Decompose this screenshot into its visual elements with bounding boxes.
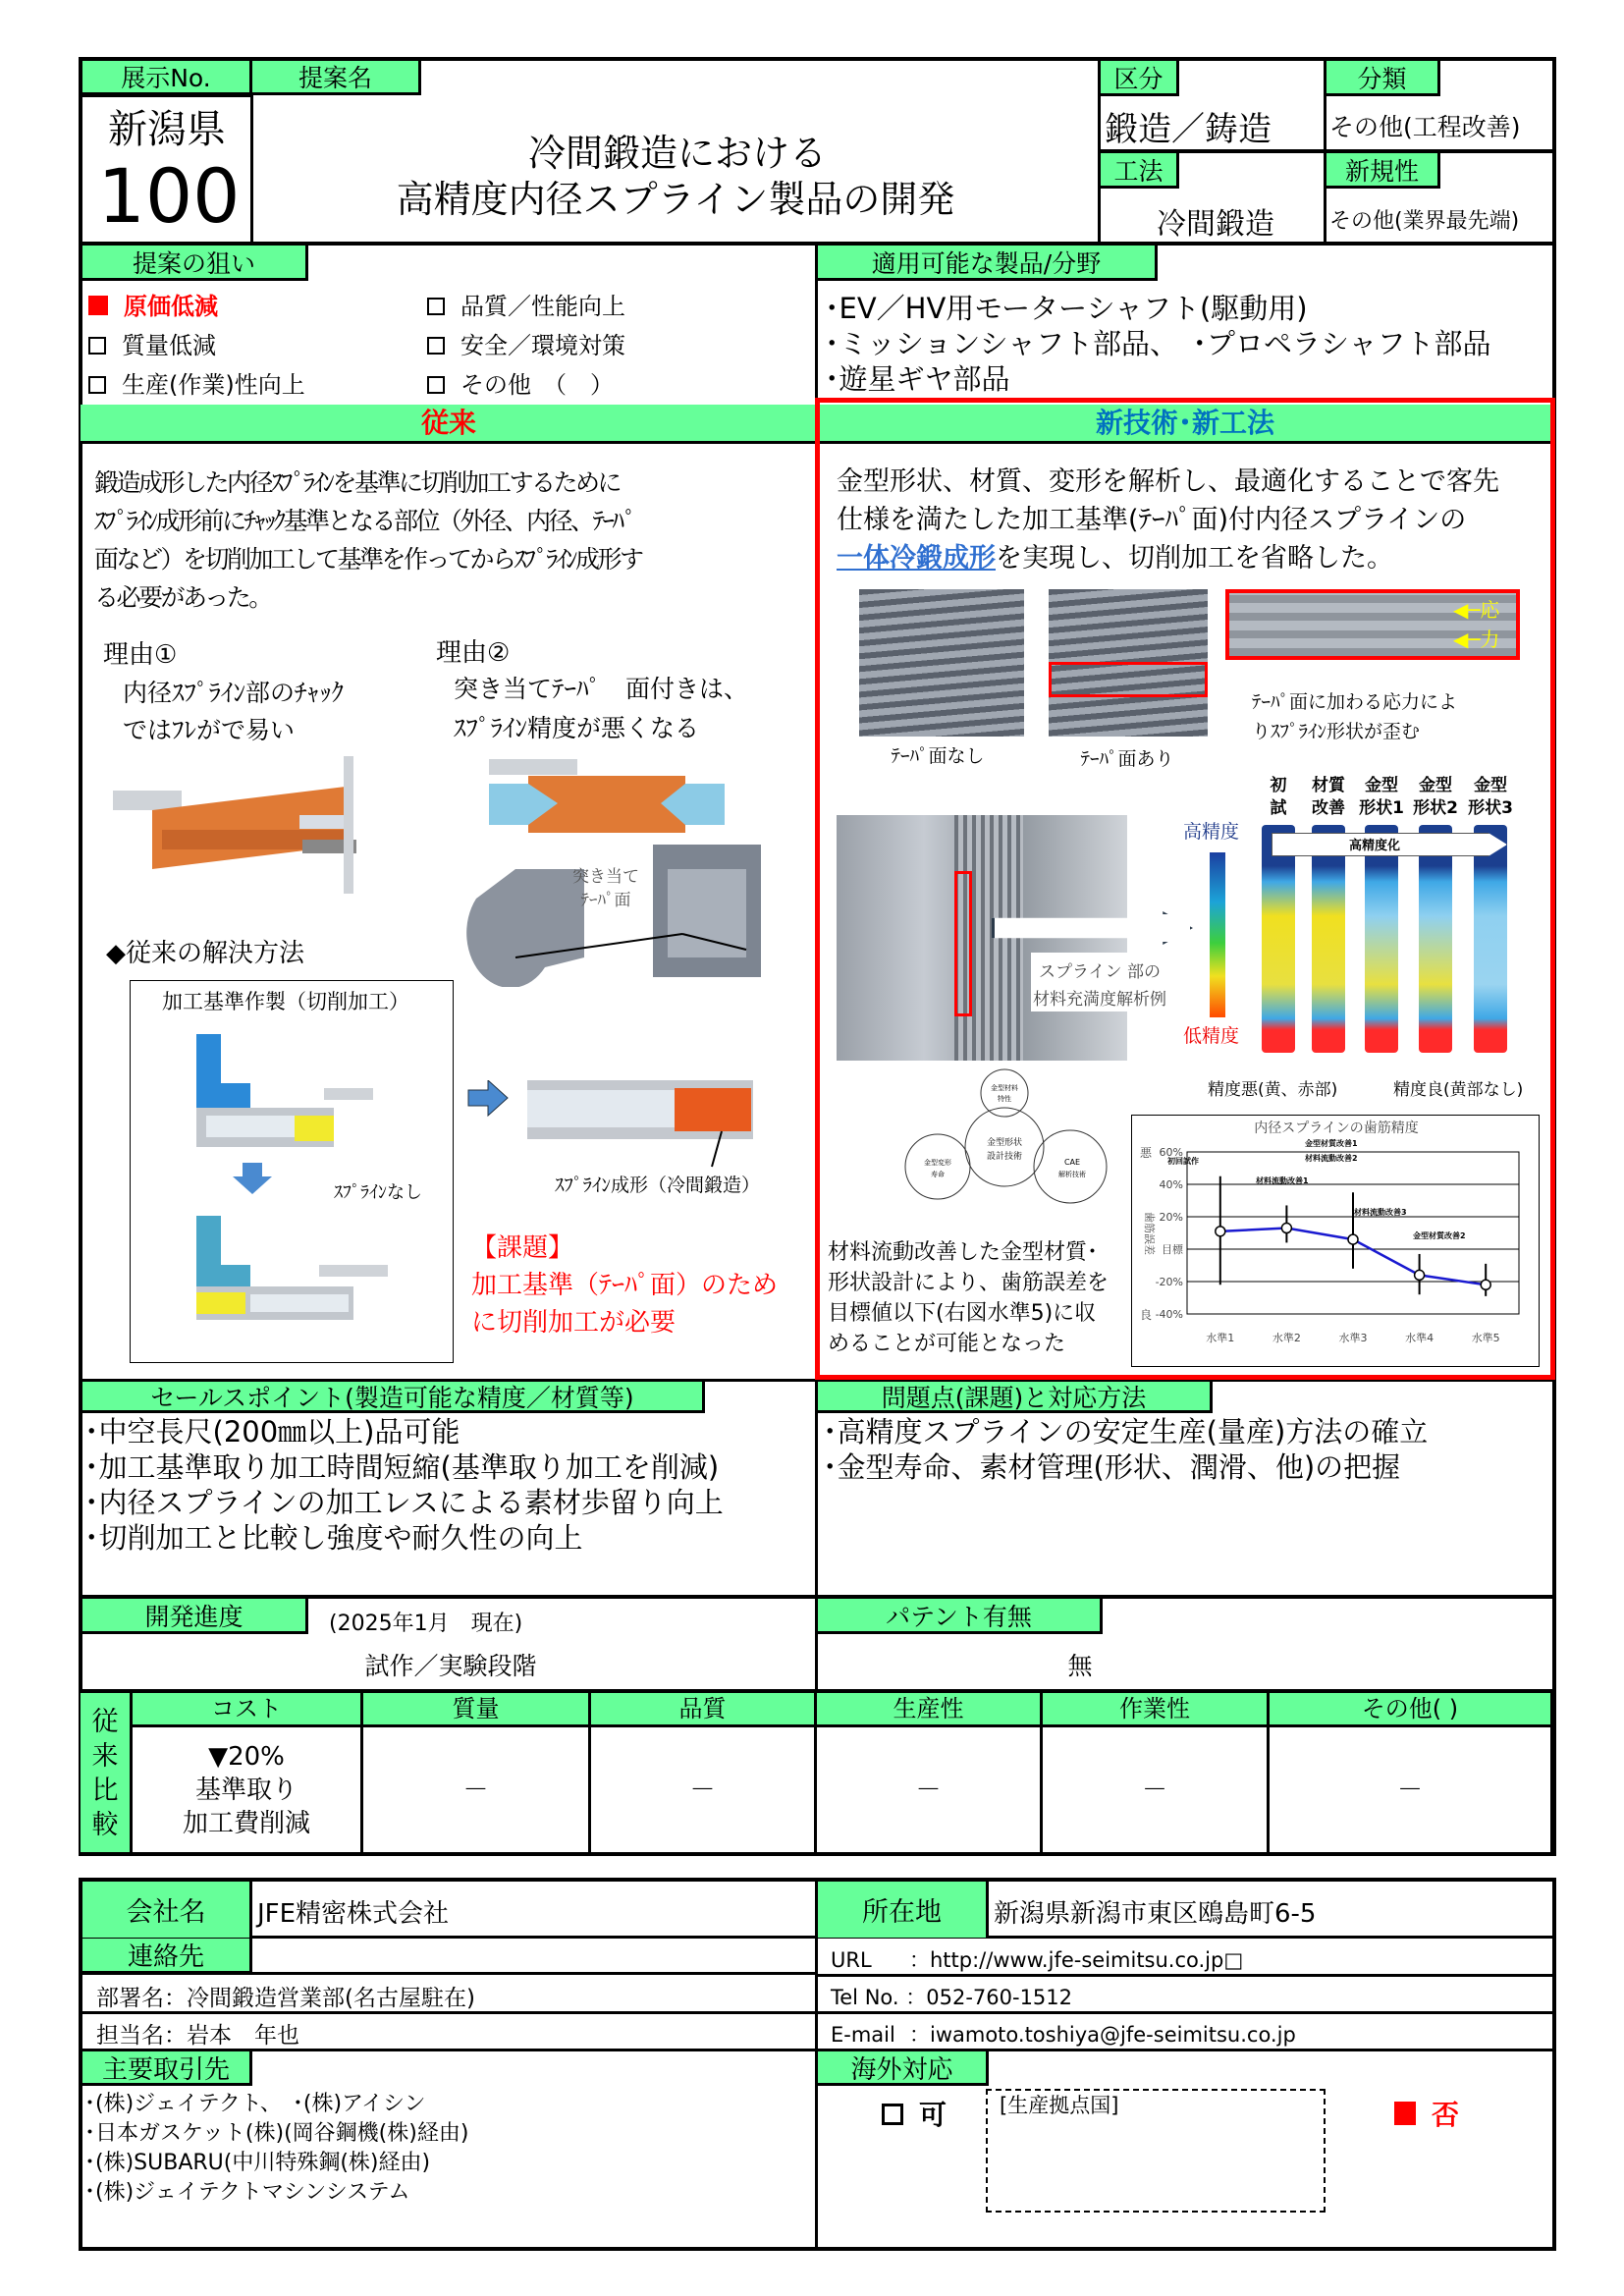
progress-date: (2025年1月 現在) [329,1612,523,1636]
applicable-label: 適用可能な製品/分野 [818,246,1158,281]
no-taper-caption: ﾃｰﾊﾟ面なし [891,745,985,767]
spline-forming-label: ｽﾌﾟﾗｲﾝ成形（冷間鍛造） [555,1175,761,1196]
comparison-cell [1043,1727,1270,1852]
company-name-label: 会社名 [82,1882,252,1938]
description-line: 鍛造成形した内径ｽﾌﾟﾗｲﾝを基準に切削加工するために [94,468,621,497]
machining-steps-illustration [191,1029,427,1324]
high-precision-label: 高精度 [1183,821,1240,843]
x-tick-label: 水準5 [1471,1332,1500,1344]
simulation-column-label: 金型 [1474,776,1507,795]
description-line: ｽﾌﾟﾗｲﾝ成形前にﾁｬｯｸ基準となる部位（外径、内径、ﾃｰﾊﾟ [94,507,635,535]
comparison-cell [133,1727,363,1852]
clients-label: 主要取引先 [82,2051,252,2086]
aim-item-productivity[interactable] [88,365,305,400]
comparison-column-header: 作業性 [1043,1693,1270,1727]
department: 部署名：冷間鍛造営業部(名古屋駐在) [96,1986,475,2011]
sales-points-list [84,1414,724,1556]
bad-precision-label: 精度悪(黄、赤部) [1208,1080,1338,1100]
checkbox[interactable] [427,376,445,394]
venn-label: 金型形状 [986,1138,1023,1148]
aim-item-weight[interactable] [88,326,216,360]
venn-label: 寿命 [931,1171,945,1178]
x-tick-label: 水準1 [1206,1332,1235,1344]
conventional-description [94,464,803,617]
data-point [1415,1270,1425,1280]
y-tick-label: 60% [1159,1146,1183,1159]
x-tick-label: 水準2 [1272,1332,1301,1344]
stress-label: 応 [1480,598,1500,622]
good-precision-label: 精度良(黄部なし) [1393,1080,1524,1100]
exhibit-number: 100 [97,152,241,240]
comparison-column-header: 品質 [591,1693,817,1727]
aim-label: 品質／性能向上 [460,293,625,320]
progress-label: 開発進度 [82,1599,308,1634]
conventional-header: 従来 [81,405,817,444]
novelty-value: その他(業界最先端) [1329,209,1520,234]
applicable-item: ･ミッションシャフト部品、 ･プロペラシャフト部品 [825,327,1491,360]
new-tech-header: 新技術･新工法 [817,405,1553,444]
simulation-column-label: 金型 [1365,776,1398,795]
comparison-column-header: 生産性 [817,1693,1043,1727]
new-tech-text: を実現し、切削加工を省略した。 [996,543,1393,574]
simulation-bar [1262,825,1295,1053]
novelty-label: 新規性 [1326,153,1440,189]
chart-annotation: 金型材質改善1 [1305,1139,1358,1148]
spline-accuracy-chart [1131,1115,1540,1367]
comparison-value: 基準取り [194,1775,298,1805]
exhibit-no-label: 展示No. [82,61,252,95]
stress-note: りｽﾌﾟﾗｲﾝ形状が歪む [1252,721,1421,742]
result-line: 形状設計により、歯筋誤差を [828,1271,1110,1295]
simulation-bar [1312,825,1345,1053]
contact-label: 連絡先 [82,1939,252,1974]
data-point [1281,1224,1291,1233]
y-tick-label: -20% [1155,1276,1183,1288]
issue-text: 加工基準（ﾃｰﾊﾟ面）のため [471,1271,779,1300]
y-axis-label: 歯筋誤差 [1143,1212,1156,1255]
reason2-text: ｽﾌﾟﾗｲﾝ精度が悪くなる [454,714,700,742]
contact-person: 担当名：岩本 年也 [96,2023,299,2049]
checkbox[interactable] [427,337,445,355]
applicable-item: ･遊星ギヤ部品 [825,362,1010,396]
checkbox[interactable] [427,298,445,315]
sales-point: ･中空長尺(200㎜以上)品可能 [84,1415,460,1449]
url-row [831,1944,1243,1974]
y-tick-label: 20% [1159,1211,1183,1224]
sales-point: ･切削加工と比較し強度や耐久性の向上 [84,1521,583,1555]
url-link[interactable]: ：http://www.jfe-seimitsu.co.jp□ [909,1948,1244,1972]
chart-annotation: 初回試作 [1167,1157,1199,1166]
stress-arrow-label: ◀─力 [1453,628,1500,651]
problem-item: ･高精度スプラインの安定生産(量産)方法の確立 [823,1415,1429,1449]
comparison-column-header: 質量 [363,1693,591,1727]
new-tech-text: 金型形状、材質、変形を解析し、最適化することで客先 [837,466,1499,497]
company-name: JFE精密株式会社 [257,1899,450,1929]
y-tick-label: 40% [1159,1178,1183,1191]
aim-item-quality[interactable] [427,287,625,321]
classification-label: 分類 [1326,61,1440,96]
division-value: 鍛造／鋳造 [1105,110,1272,149]
sales-point: ･加工基準取り加工時間短縮(基準取り加工を削減) [84,1450,720,1484]
method-label: 工法 [1101,153,1179,189]
problems-list [823,1414,1428,1485]
simulation-column-label: 初 [1270,776,1287,795]
venn-label: 金型材料 [991,1084,1018,1092]
client-item: ･(株)SUBARU(中川特殊鋼(株)経由) [84,2151,431,2175]
box-title: 加工基準作製（切削加工） [162,990,409,1013]
y-tick-label: -40% [1155,1308,1183,1321]
sales-point: ･内径スプラインの加工レスによる素材歩留り向上 [84,1486,724,1519]
comparison-cell [363,1727,591,1852]
x-tick-label: 水準4 [1405,1332,1435,1344]
method-value: 冷間鍛造 [1157,207,1274,242]
overseas-label: 海外対応 [818,2051,989,2086]
client-item: ･(株)ジェイテクトマシンシステム [84,2180,410,2205]
simulation-bar [1474,825,1507,1053]
stress-label: 力 [1480,628,1500,651]
checkbox-checked[interactable] [1394,2102,1416,2125]
comparison-cell [591,1727,817,1852]
checkbox-checked[interactable] [88,296,108,315]
chuck-shaft-illustration [108,746,363,894]
applicable-item: ･EV／HV用モーターシャフト(駆動用) [825,292,1308,325]
proposal-name-label: 提案名 [252,61,421,95]
reason2-title: 理由② [436,638,511,668]
reason1-title: 理由① [103,640,178,670]
prefecture: 新潟県 [108,107,226,152]
aim-label: 生産(作業)性向上 [122,371,305,399]
reason1-text: ではﾌﾚがで易い [123,716,296,744]
technology-venn-diagram [898,1068,1119,1226]
title-line2: 高精度内径スプライン製品の開発 [396,178,955,221]
comparison-cell [1270,1727,1553,1852]
comparison-value: － [689,1775,716,1805]
patent-value: 無 [1067,1652,1093,1680]
simulation-column-label: 形状3 [1468,798,1513,818]
overseas-yes-option[interactable] [882,2094,947,2133]
comparison-value: － [915,1775,942,1805]
result-line: 目標値以下(右図水準5)に収 [828,1301,1097,1326]
analysis-label: 材料充満度解析例 [1033,990,1166,1010]
spline-no-taper-image [859,589,1024,737]
overseas-no-option[interactable] [1394,2094,1459,2133]
simulation-column-label: 金型 [1419,776,1452,795]
data-point [1481,1280,1490,1289]
production-country-label: [生産拠点国] [1000,2094,1119,2117]
tel-label: Tel No. [831,1986,899,2009]
simulation-column-label: 形状2 [1413,798,1458,818]
chart-annotation: 金型材質改善2 [1413,1231,1466,1240]
y-top-label: 悪 [1140,1146,1153,1160]
aim-label: 原価低減 [124,293,218,320]
side-label-char: 比 [91,1776,119,1806]
divider [815,1974,1556,1977]
comparison-column-header: その他( ) [1270,1693,1553,1727]
analysis-label: スプライン 部の [1039,962,1161,982]
integral-cold-forging-link[interactable]: 一体冷鍛成形 [837,543,996,574]
side-label-char: 較 [91,1810,119,1840]
simulation-column-label: 改善 [1312,798,1345,818]
chart-annotation: 材料流動改善3 [1354,1208,1407,1217]
aim-item-safety[interactable] [427,326,625,360]
reason2-text: 突き当てﾃｰﾊﾟ 面付きは、 [454,675,749,703]
url-label: URL [831,1948,872,1972]
comparison-column-header: コスト [133,1693,363,1727]
email-row [831,2019,1296,2049]
division-label: 区分 [1101,61,1179,96]
x-tick-label: 水準3 [1338,1332,1368,1344]
low-precision-label: 低精度 [1183,1025,1240,1047]
highlight-box [954,871,972,1016]
comparison-value: ▼20% [208,1741,285,1772]
aim-label: 安全／環境対策 [460,332,625,359]
taper-label: ﾃｰﾊﾟ面 [580,891,631,910]
simulation-column-label: 試 [1270,798,1287,818]
comparison-value: － [462,1775,489,1805]
overseas-yes-label: 可 [919,2099,947,2131]
description-line: 面など）を切削加工して基準を作ってからｽﾌﾟﾗｲﾝ成形す [94,545,642,574]
venn-label: 解析技術 [1058,1171,1086,1178]
chart-annotation: 材料流動改善2 [1305,1154,1358,1163]
issue-text: に切削加工が必要 [471,1308,677,1338]
new-tech-text: 仕様を満たした加工基準(ﾃｰﾊﾟ面)付内径スプラインの [837,505,1467,535]
result-text [828,1237,1109,1359]
stress-arrow-label: ◀─応 [1453,598,1500,622]
result-line: めることが可能となった [828,1332,1066,1356]
problems-label: 問題点(課題)と対応方法 [818,1382,1213,1413]
comparison-value: － [1141,1775,1167,1805]
solution-title: ◆従来の解決方法 [106,939,304,968]
comparison-cell [817,1727,1043,1852]
no-spline-label: ｽﾌﾟﾗｲﾝなし [334,1182,422,1203]
y-tick-label: 目標 [1162,1243,1183,1256]
comparison-value: 加工費削減 [182,1808,310,1838]
forming-arrow-and-shaft [466,1080,761,1169]
side-label-char: 来 [91,1741,119,1772]
sales-points-label: セールスポイント(製造可能な精度／材質等) [82,1382,705,1413]
result-line: 材料流動改善した金型材質･ [828,1240,1099,1265]
tel-value: ：052-760-1512 [905,1986,1073,2009]
description-line: る必要があった。 [94,583,271,612]
highlight-box [1049,662,1208,697]
simulation-column-label: 材質 [1312,776,1345,795]
company-address: 新潟県新潟市東区鴎島町6-5 [994,1899,1317,1929]
simulation-bar [1365,825,1398,1053]
problem-item: ･金型寿命、素材管理(形状、潤滑、他)の把握 [823,1450,1401,1484]
data-point [1216,1227,1225,1236]
title-line1: 冷間鍛造における [527,132,828,175]
with-taper-caption: ﾃｰﾊﾟ面あり [1080,748,1174,770]
stress-note: ﾃｰﾊﾟ面に加わる応力によ [1252,691,1458,713]
data-point [1348,1234,1358,1244]
chart-title: 内径スプラインの歯筋精度 [1254,1121,1419,1136]
client-item: ･日本ガスケット(株)(岡谷鋼機(株)経由) [84,2121,469,2146]
y-bottom-label: 良 [1140,1308,1153,1322]
venn-label: 設計技術 [986,1152,1023,1162]
side-label-char: 従 [91,1707,119,1737]
tel-row [831,1982,1072,2011]
simulation-column-label: 形状1 [1359,798,1404,818]
classification-value: その他(工程改善) [1329,113,1521,141]
venn-label: CAE [1063,1158,1081,1167]
aim-item-cost[interactable] [88,287,218,321]
comparison-value: － [1396,1775,1423,1805]
precision-color-scale [1210,852,1225,1017]
simulation-bar [1419,825,1452,1053]
address-label: 所在地 [818,1882,989,1938]
overseas-no-label: 否 [1432,2099,1460,2131]
venn-label: 金型変形 [924,1159,951,1167]
email-label: E-mail [831,2023,895,2047]
aim-label: その他 （ ） [460,371,614,399]
aim-label: 質量低減 [122,332,216,359]
issue-title: 【課題】 [471,1233,574,1263]
comparison-side-label [81,1693,133,1852]
checkbox[interactable] [88,337,106,355]
chart-annotation: 材料流動改善1 [1256,1176,1309,1185]
checkbox[interactable] [88,376,106,394]
clients-list [84,2090,468,2208]
reason1-text: 内径ｽﾌﾟﾗｲﾝ部のﾁｬｯｸ [123,679,345,707]
email-link[interactable]: ：iwamoto.toshiya@jfe-seimitsu.co.jp [909,2023,1296,2047]
aims-label: 提案の狙い [82,246,308,281]
precision-improvement-label: 高精度化 [1348,839,1401,853]
venn-label: 特性 [998,1095,1011,1103]
client-item: ･(株)ジェイテクト、 ･(株)アイシン [84,2092,426,2116]
divider [250,93,253,244]
checkbox[interactable] [882,2104,903,2125]
divider [79,94,253,97]
taper-label: 突き当て [572,867,639,887]
aim-item-other[interactable] [427,365,614,400]
taper-shaft-illustration [489,754,725,843]
new-tech-text-line3 [837,536,1393,574]
patent-label: パテント有無 [818,1599,1103,1634]
progress-value: 試作／実験段階 [364,1652,537,1680]
